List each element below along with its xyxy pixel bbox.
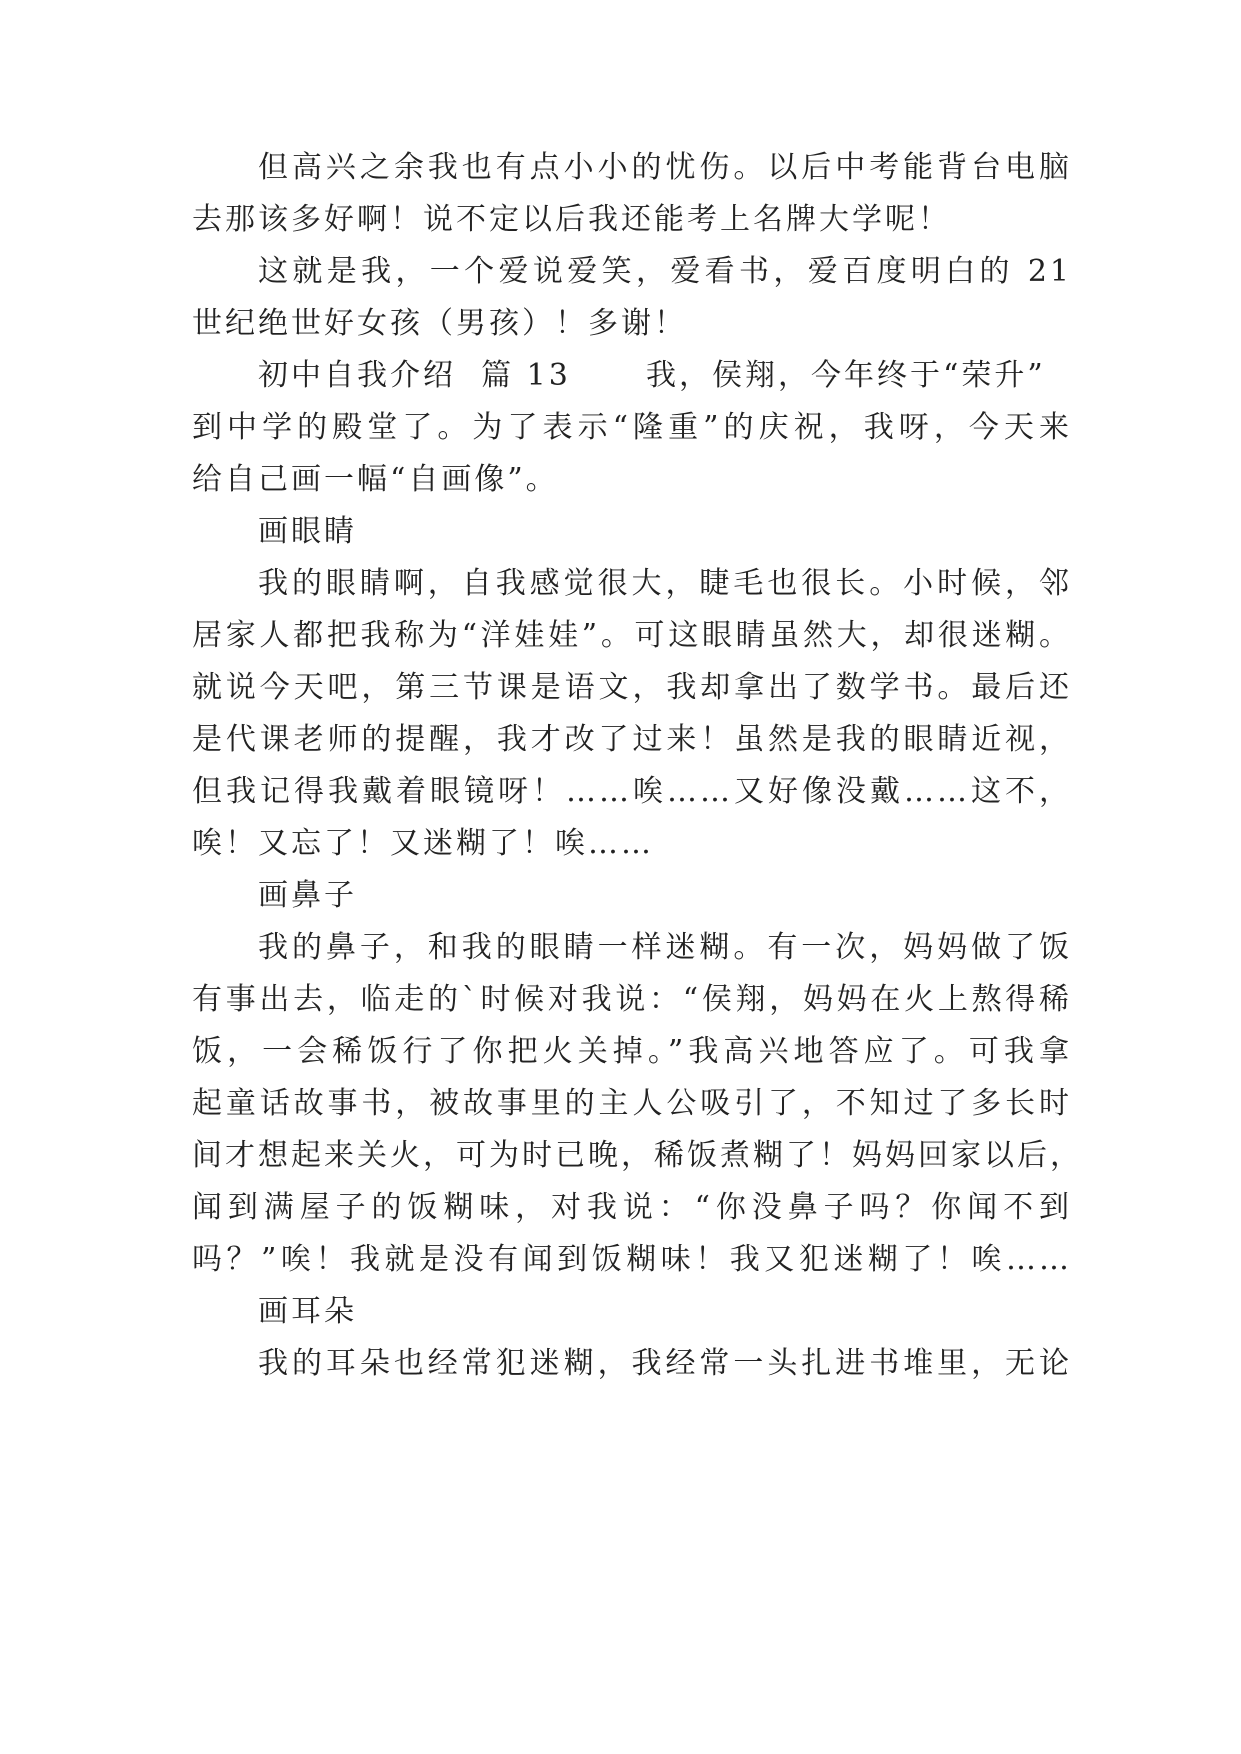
text-line: 给自己画一幅“自画像”。: [192, 462, 559, 497]
text-line: 是代课老师的提醒，我才改了过来！虽然是我的眼睛近视，: [192, 722, 1072, 757]
subheading-ears: 画耳朵: [258, 1294, 357, 1329]
text-line: 我的耳朵也经常犯迷糊，我经常一头扎进书堆里，无论: [258, 1346, 1072, 1381]
text-line: 去那该多好啊！说不定以后我还能考上名牌大学呢！: [192, 202, 951, 237]
text-line: 吗？”唉！我就是没有闻到饭糊味！我又犯迷糊了！唉……: [192, 1242, 1072, 1277]
text-line: 就说今天吧，第三节课是语文，我却拿出了数学书。最后还: [192, 670, 1072, 705]
text-line: 唉！又忘了！又迷糊了！唉……: [192, 826, 654, 861]
text-line: 我的鼻子，和我的眼睛一样迷糊。有一次，妈妈做了饭: [258, 930, 1072, 965]
text-line: 饭，一会稀饭行了你把火关掉。”我高兴地答应了。可我拿: [192, 1034, 1072, 1069]
text-line: 居家人都把我称为“洋娃娃”。可这眼睛虽然大，却很迷糊。: [192, 618, 1072, 653]
text-line: 我的眼睛啊，自我感觉很大，睫毛也很长。小时候，邻: [258, 566, 1072, 601]
section-heading: 初中自我介绍 篇 13 我，侯翔，今年终于“荣升”: [258, 358, 1046, 393]
text-line: 但我记得我戴着眼镜呀！……唉……又好像没戴……这不，: [192, 774, 1072, 809]
text-line: 世纪绝世好女孩（男孩）！多谢！: [192, 306, 687, 341]
text-line: 闻到满屋子的饭糊味，对我说：“你没鼻子吗？你闻不到: [192, 1190, 1072, 1225]
subheading-eyes: 画眼睛: [258, 514, 357, 549]
text-line: 这就是我，一个爱说爱笑，爱看书，爱百度明白的 21: [258, 254, 1072, 289]
subheading-nose: 画鼻子: [258, 878, 357, 913]
text-line: 有事出去，临走的`时候对我说：“侯翔，妈妈在火上熬得稀: [192, 982, 1072, 1017]
text-line: 但高兴之余我也有点小小的忧伤。以后中考能背台电脑: [258, 150, 1072, 185]
text-line: 起童话故事书，被故事里的主人公吸引了，不知过了多长时: [192, 1086, 1072, 1121]
text-line: 到中学的殿堂了。为了表示“隆重”的庆祝，我呀，今天来: [192, 410, 1072, 445]
text-line: 间才想起来关火，可为时已晚，稀饭煮糊了！妈妈回家以后，: [192, 1138, 1083, 1173]
document-page: [192, 0, 1083, 1754]
